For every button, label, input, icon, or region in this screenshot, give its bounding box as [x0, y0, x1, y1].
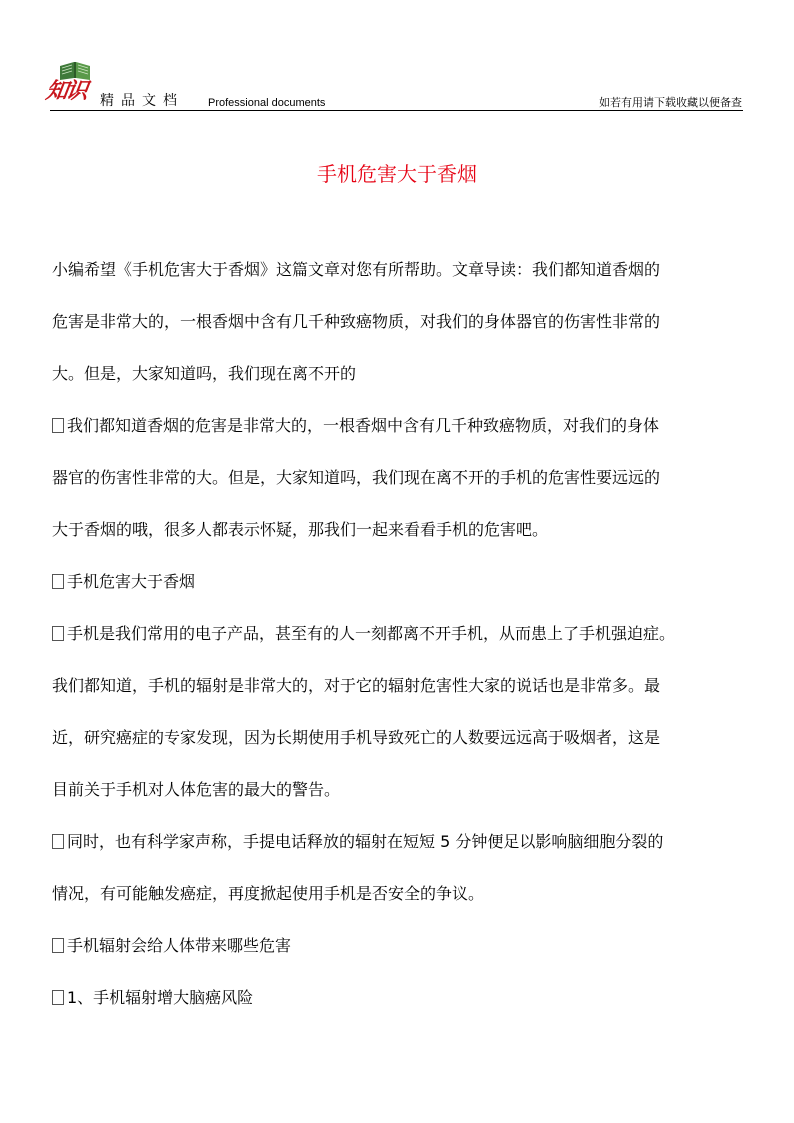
missing-glyph-box — [52, 834, 64, 849]
line-text: 手机危害大于香烟 — [67, 572, 196, 591]
paragraph-line — [52, 504, 764, 556]
missing-glyph-box — [52, 626, 64, 641]
paragraph-line — [52, 400, 764, 452]
line-text: 近，研究癌症的专家发现，因为长期使用手机导致死亡的人数要远远高于吸烟者，这是 — [52, 728, 661, 747]
line-text: 我们都知道，手机的辐射是非常大的，对于它的辐射危害性大家的说话也是非常多。最 — [52, 676, 661, 695]
paragraph-line — [52, 296, 764, 348]
paragraph-line — [52, 660, 764, 712]
document-body — [52, 244, 764, 1024]
paragraph — [52, 972, 764, 1024]
paragraph-line — [52, 556, 764, 608]
header-divider — [50, 110, 743, 111]
line-text: 手机辐射会给人体带来哪些危害 — [67, 936, 292, 955]
paragraph-line — [52, 868, 764, 920]
paragraph-line — [52, 348, 764, 400]
paragraph — [52, 400, 764, 556]
line-text: 1、手机辐射增大脑癌风险 — [67, 988, 254, 1007]
page-header — [0, 0, 794, 115]
document-title: 手机危害大于香烟 — [317, 162, 477, 186]
line-text: 大。但是，大家知道吗，我们现在离不开的 — [52, 364, 357, 383]
missing-glyph-box — [52, 574, 64, 589]
brand-subtitle: Professional documents — [208, 97, 326, 109]
missing-glyph-box — [52, 938, 64, 953]
paragraph-line — [52, 608, 764, 660]
logo-wordmark: 知识 — [44, 78, 88, 104]
line-text: 同时，也有科学家声称，手提电话释放的辐射在短短 5 分钟便足以影响脑细胞分裂的 — [67, 832, 664, 851]
line-text: 器官的伤害性非常的大。但是，大家知道吗，我们现在离不开的手机的危害性要远远的 — [52, 468, 661, 487]
paragraph-line — [52, 972, 764, 1024]
paragraph-line — [52, 764, 764, 816]
paragraph-line — [52, 920, 764, 972]
brand-title: 精品文档 — [100, 93, 184, 109]
paragraph — [52, 244, 764, 400]
paragraph-line — [52, 816, 764, 868]
paragraph-line — [52, 452, 764, 504]
paragraph — [52, 920, 764, 972]
line-text: 手机是我们常用的电子产品，甚至有的人一刻都离不开手机，从而患上了手机强迫症。 — [67, 624, 676, 643]
paragraph — [52, 556, 764, 608]
line-text: 小编希望《手机危害大于香烟》这篇文章对您有所帮助。文章导读：我们都知道香烟的 — [52, 260, 661, 279]
logo — [46, 52, 98, 108]
missing-glyph-box — [52, 418, 64, 433]
line-text: 我们都知道香烟的危害是非常大的，一根香烟中含有几千种致癌物质，对我们的身体 — [67, 416, 660, 435]
line-text: 情况，有可能触发癌症，再度掀起使用手机是否安全的争议。 — [52, 884, 485, 903]
paragraph-line — [52, 244, 764, 296]
line-text: 大于香烟的哦，很多人都表示怀疑，那我们一起来看看手机的危害吧。 — [52, 520, 549, 539]
header-note: 如若有用请下载收藏以便备查 — [599, 96, 742, 109]
paragraph — [52, 816, 764, 920]
paragraph-line — [52, 712, 764, 764]
paragraph — [52, 608, 764, 816]
line-text: 目前关于手机对人体危害的最大的警告。 — [52, 780, 341, 799]
line-text: 危害是非常大的，一根香烟中含有几千种致癌物质，对我们的身体器官的伤害性非常的 — [52, 312, 661, 331]
missing-glyph-box — [52, 990, 64, 1005]
